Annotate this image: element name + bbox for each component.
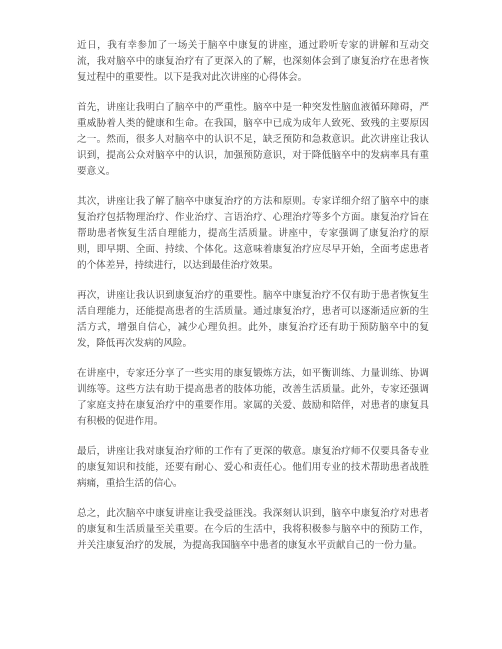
- paragraph-therapists: 最后，讲座让我对康复治疗师的工作有了更深的敬意。康复治疗师不仅要具备专业的康复知识和技能，还要有耐心、爱心和责任心。他们用专业的技术帮助患者战胜病痛，重拾生活的信心。: [77, 446, 429, 489]
- document-body: [77, 38, 429, 568]
- paragraph-severity: 首先，讲座让我明白了脑卒中的严重性。脑卒中是一种突发性脑血液循环障碍，严重威胁着人类的健康和生命。在我国，脑卒中已成为成年人致死、致残的主要原因之一。然而，很多人对脑卒中的认识不足，缺乏预防和急救意识。此次讲座让我认识到，提高公众对脑卒中的认识，加强预防意识，对于降低脑卒中的发病率具有重要意义。: [77, 102, 429, 177]
- paragraph-importance: 再次，讲座让我认识到康复治疗的重要性。脑卒中康复治疗不仅有助于患者恢复生活自理能力，还能提高患者的生活质量。通过康复治疗，患者可以逐渐适应新的生活方式，增强自信心，减少心理负担。此外，康复治疗还有助于预防脑卒中的复发，降低再次发病的风险。: [77, 290, 429, 349]
- paragraph-conclusion: 总之，此次脑卒中康复讲座让我受益匪浅。我深刻认识到，脑卒中康复治疗对患者的康复和生活质量至关重要。在今后的生活中，我将积极参与脑卒中的预防工作，并关注康复治疗的发展，为提高我国脑卒中患者的康复水平贡献自己的一份力量。: [77, 508, 429, 551]
- paragraph-methods: 其次，讲座让我了解了脑卒中康复治疗的方法和原则。专家详细介绍了脑卒中的康复治疗包括物理治疗、作业治疗、言语治疗、心理治疗等多个方面。康复治疗旨在帮助患者恢复生活自理能力，提高生活质量。讲座中，专家强调了康复治疗的原则，即早期、全面、持续、个体化。这意味着康复治疗应尽早开始，全面考虑患者的个体差异，持续进行，以达到最佳治疗效果。: [77, 196, 429, 271]
- paragraph-exercises: 在讲座中，专家还分享了一些实用的康复锻炼方法，如平衡训练、力量训练、协调训练等。这些方法有助于提高患者的肢体功能，改善生活质量。此外，专家还强调了家庭支持在康复治疗中的重要作用。家属的关爱、鼓励和陪伴，对患者的康复具有积极的促进作用。: [77, 368, 429, 427]
- paragraph-intro: 近日，我有幸参加了一场关于脑卒中康复的讲座，通过聆听专家的讲解和互动交流，我对脑卒中的康复治疗有了更深入的了解，也深刻体会到了康复治疗在患者恢复过程中的重要性。以下是我对此次讲座的心得体会。: [77, 40, 429, 83]
